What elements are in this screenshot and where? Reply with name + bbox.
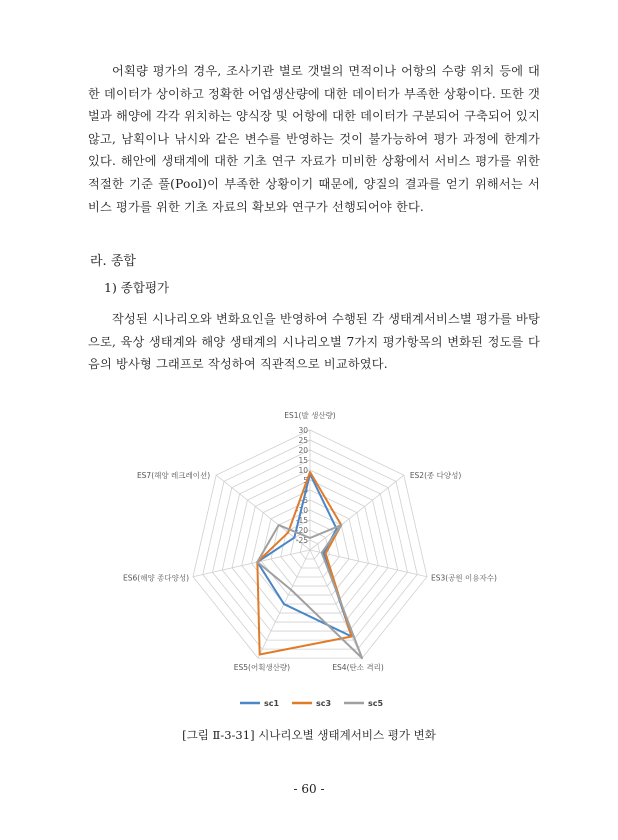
tick-label: -25 xyxy=(295,536,308,545)
axis-label: ES5(어획생산량) xyxy=(233,663,291,673)
axis-spoke xyxy=(193,550,310,577)
paragraph-catch-evaluation xyxy=(88,60,540,218)
figure-caption: [그림 Ⅱ-3-31] 시나리오별 생태계서비스 평가 변화 xyxy=(182,728,436,742)
axis-label: ES3(공원 이용자수) xyxy=(430,573,497,583)
tick-label: -20 xyxy=(295,526,308,535)
tick-label: 15 xyxy=(298,456,308,465)
axis-label: ES2(종 다양성) xyxy=(409,471,462,481)
axis-label: ES6(해양 종다양성) xyxy=(123,573,190,583)
tick-label: -5 xyxy=(300,496,308,505)
tick-label: -10 xyxy=(295,506,308,515)
tick-label: -15 xyxy=(295,516,308,525)
radar-chart xyxy=(80,388,540,718)
subsection-heading: 1) 종합평가 xyxy=(104,280,170,295)
tick-label: 0 xyxy=(303,486,308,495)
legend-label-sc3: sc3 xyxy=(316,699,332,708)
tick-label: 5 xyxy=(303,476,308,485)
tick-label: 20 xyxy=(298,446,308,455)
page-number: - 60 - xyxy=(293,782,325,796)
paragraph-text: 작성된 시나리오와 변화요인을 반영하여 수행된 각 생태계서비스별 평가를 바탕으로, 육상 생태계와 해양 생태계의 시나리오별 7가지 평가항목의 변화된 정도를 다음의 방사형 그래프로 작성하여 직관적으로 비교하였다. xyxy=(88,312,540,372)
paragraph-text: 어획량 평가의 경우, 조사기관 별로 갯벌의 면적이나 어항의 수량 위치 등에 대한 데이터가 상이하고 정확한 어업생산량에 대한 데이터가 부족한 상황이다. 또한 갯벌과 해양에 각각 위치하는 양식장 및 어항에 대한 데이터가 구분되어 구축되어 있지 않고, 남획이나 낚시와 같은 변수를 반영하는 것이 불가능하여 평가 과정에 한계가 있다. 해안에 생태계에 대한 기초 연구 자료가 미비한 상황에서 서비스 평가를 위한 적절한 기준 풀(Pool)이 부족한 상황이기 때문에, 양질의 결과를 얻기 위해서는 서비스 평가를 위한 기초 자료의 확보와 연구가 선행되어야 한다. xyxy=(88,64,540,214)
section-heading: 라. 종합 xyxy=(90,254,136,269)
axis-label: ES4(탄소 격리) xyxy=(332,663,384,673)
tick-label: 30 xyxy=(298,426,308,435)
legend-label-sc5: sc5 xyxy=(368,699,384,708)
tick-label: 25 xyxy=(298,436,308,445)
axis-label: ES7(해양 레크레이션) xyxy=(136,471,211,481)
tick-label: 10 xyxy=(298,466,308,475)
legend-label-sc1: sc1 xyxy=(264,699,280,708)
axis-label: ES1(발 생산량) xyxy=(284,411,336,420)
paragraph-overall-evaluation xyxy=(88,308,540,376)
